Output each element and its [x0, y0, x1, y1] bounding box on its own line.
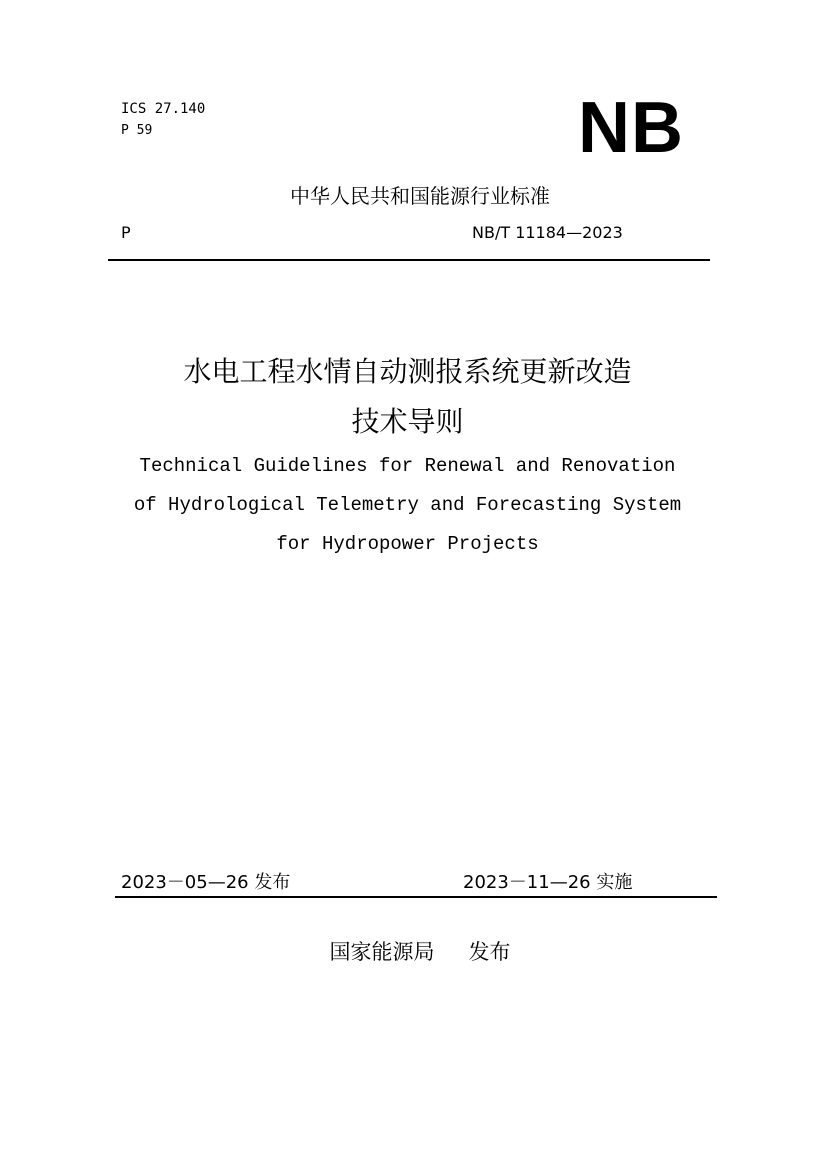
- classification-code: P: [121, 223, 131, 242]
- implement-date: 2023－11—26 实施: [463, 872, 633, 893]
- issue-label: 发布: [468, 940, 511, 964]
- document-title-cn-line2: 技术导则: [351, 405, 464, 438]
- issuer-line: [0, 938, 815, 966]
- document-title-en-line2: of Hydrological Telemetry and Forecasting System: [133, 494, 682, 516]
- document-title-en-line1: Technical Guidelines for Renewal and Renovation: [139, 455, 676, 477]
- publish-date: 2023－05—26 发布: [121, 872, 291, 893]
- header-divider: [108, 259, 710, 261]
- document-title-en-line3: for Hydropower Projects: [276, 533, 539, 555]
- standard-number: NB/T 11184—2023: [472, 223, 623, 242]
- footer-divider: [115, 896, 717, 898]
- ics-code: ICS 27.140: [121, 101, 206, 117]
- document-title-cn-line1: 水电工程水情自动测报系统更新改造: [183, 355, 632, 388]
- nb-logo: NB: [578, 88, 684, 168]
- p-code: P 59: [121, 123, 153, 138]
- issuer-name: 国家能源局: [329, 940, 435, 964]
- standard-title: 中华人民共和国能源行业标准: [290, 184, 550, 208]
